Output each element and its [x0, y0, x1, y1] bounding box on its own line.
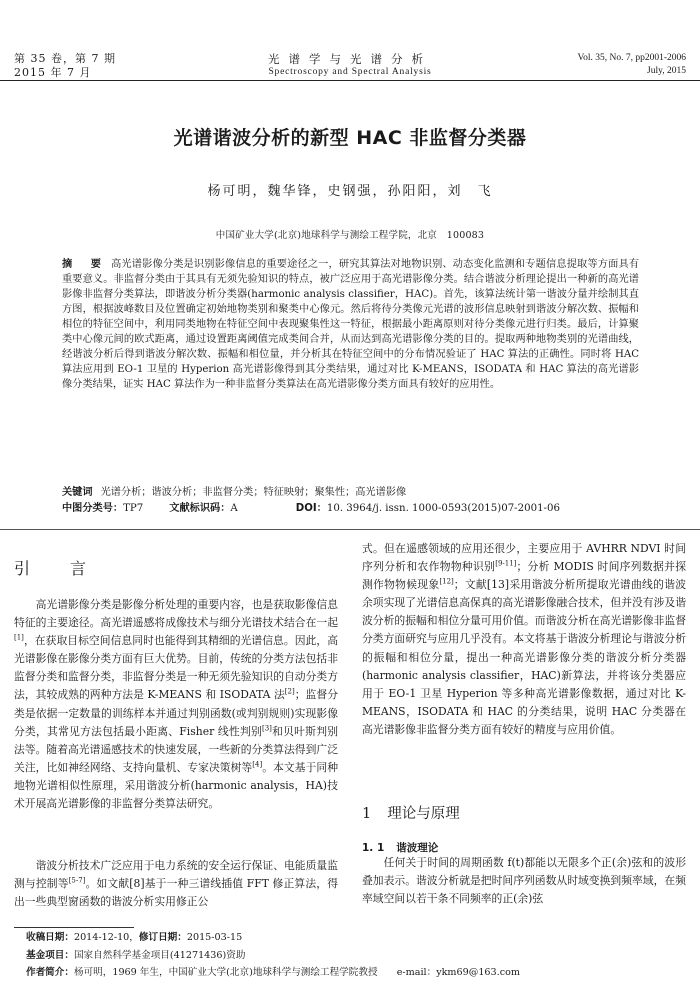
subsection-heading [362, 840, 438, 855]
section-number: 1 [362, 806, 372, 822]
header-divider [0, 80, 700, 81]
footnote-divider [14, 927, 134, 928]
received-date: 2014-12-10， [73, 932, 139, 943]
right-paragraph-2: 任何关于时间的周期函数 f(t)都能以无限多个正(余)弦和的波形叠加表示。谐波分析就是把时间序列函数从时域变换到频率域，在频率域空间以若干条不同频率的正(余)弦 [362, 856, 686, 906]
month-year: July, 2015 [647, 66, 686, 76]
intro-p2-text: 谐波分析技术广泛应用于电力系统的安全运行保证、电能质量监测与控制等 [14, 859, 338, 891]
abstract [62, 257, 639, 392]
doi-value: 10. 3964/j. issn. 1000-0593(2015)07-2001-06 [326, 503, 560, 514]
citation: [9-11] [495, 559, 517, 568]
revised-date: 2015-03-15 [186, 932, 243, 943]
footnote-author-bio [26, 964, 686, 982]
fund-text: 国家自然科学基金项目(41271436)资助 [73, 949, 246, 961]
vol-pages: Vol. 35, No. 7, pp2001-2006 [577, 53, 686, 63]
intro-p1-text: 高光谱影像分类是影像分析处理的重要内容，也是获取影像信息特征的主要途径。高光谱遥感将成像技术与细分光谱技术结合在一起 [14, 598, 338, 630]
doi-label: DOI： [295, 503, 327, 514]
paper-title: 光谱谐波分析的新型 HAC 非监督分类器 [173, 127, 527, 149]
bio-text: 杨可明，1969 年生，中国矿业大学(北京)地球科学与测绘工程学院教授 e-mail：ykm69@163.com [73, 967, 520, 978]
footnotes [26, 929, 686, 982]
paper-authors: 杨可明，魏华锋，史钢强，孙阳阳，刘 飞 [207, 184, 493, 199]
intro-p1-text: ，在获取目标空间信息同时也能得到其精细的光谱信息。因此，高光谱影像在影像分类方面有巨大优势。目前，传统的分类方法包括非监督分类和监督分类，非监督分类是一种无须先验知识的自动分类方法，其较成熟的两种方法是 K-MEANS 和 ISODATA 法 [14, 634, 338, 702]
keywords [62, 485, 639, 500]
doc-code-value: A [230, 503, 238, 514]
citation: [1] [14, 633, 24, 642]
abstract-label: 摘 要 [62, 259, 106, 270]
intro-p1-text: ；监督分类是依据一定数量的训练样本并通过判别函数(或判别规则)实现影像分类，其常见方法包括最小距离、Fisher 线性判别 [14, 688, 339, 738]
subsection-title: 谐波理论 [396, 842, 439, 854]
journal-name-en: Spectroscopy and Spectral Analysis [268, 67, 432, 77]
citation: [4] [252, 760, 263, 769]
citation: [3] [261, 724, 272, 733]
section-heading-theory [362, 802, 460, 823]
footnote-dates [26, 929, 686, 947]
bio-label: 作者简介： [26, 967, 74, 978]
date-line: 2015 年 7 月 [14, 66, 92, 79]
right-p1-text: ；分析 MODIS 时间序列数据并探测作物物候现象 [362, 560, 686, 592]
citation: [12] [439, 577, 454, 586]
paper-affiliation: 中国矿业大学(北京)地球科学与测绘工程学院，北京 100083 [215, 230, 485, 241]
journal-name-cn: 光谱学与光谱分析 [268, 52, 432, 66]
keywords-label: 关键词 [62, 487, 93, 498]
classification-line [62, 501, 639, 516]
clc-value: TP7 [123, 503, 144, 514]
citation: [5-7] [68, 876, 86, 885]
right-p1-text: ；文献[13]采用谐波分析所提取光谱曲线的谐波余项实现了光谱信息高保真的高光谱影像融合技术，但并没有涉及谐波分析的振幅和相位分量可用价值。而谐波分析在高光谱影像非监督分类方面研究与应用几乎没有。本文将基于谐波分析理论与谐波分析的振幅和相位分量，提出一种高光谱影像分类的谐波分析分类器(harmonic analysis classifier，HAC)新算法，并将该分类器应用于 EO-1 卫星 Hyperion 等多种高光谱影像数据，通过对比 K-MEANS，ISODATA 和 HAC 的分类结果，说明 HAC 分类器在高光谱影像非监督分类方面有较好的精度与应用价值。 [362, 578, 686, 736]
received-label: 收稿日期： [26, 932, 74, 943]
right-p1-text: 式。但在遥感领域的应用还很少，主要应用于 AVHRR NDVI 时间序列分析和农作物物种识别 [362, 542, 686, 574]
fund-label: 基金项目： [26, 949, 74, 961]
keywords-text: 光谱分析；谐波分析；非监督分类；特征映射；聚集性；高光谱影像 [100, 487, 407, 498]
abstract-text: 高光谱影像分类是识别影像信息的重要途径之一，研究其算法对地物识别、动态变化监测和专题信息提取等方面具有重要意义。非监督分类由于其具有无须先验知识的特点，被广泛应用于高光谱影像分类。结合谐波分析理论提出一种新的高光谱影像非监督分类算法，即谐波分析分类器(harmonic analysis classifier，HAC)。首先，该算法统计第一谐波分量并绘制其直方图，根据波峰数目及位置确定初始地物类别和聚类中心像元。然后将待分类像元光谱的波形信息映射到谐波分解次数、振幅和相位的特征空间中，利用同类地物在特征空间中表现聚集性这一特征，根据最小距离原则对待分类像元进行归类。最后，计算聚类中心像元间的欧式距离，通过设置距离阈值完成类间合并，从而达到高光谱影像分类的目的。提取两种地物类别的光谱曲线，经谐波分析后得到谐波分解次数、振幅和相位量，并分析其在特征空间中的分布情况验证了 HAC 算法的正确性。同时将 HAC 算法应用到 EO-1 卫星的 Hyperion 高光谱影像得到其分类结果，通过对比 K-MEANS，ISODATA 和 HAC 算法的高光谱影像分类结果，证实 HAC 算法作为一种非监督分类算法在高光谱影像分类方面具有较好的应用性。 [62, 259, 640, 390]
volume-pages-info [577, 52, 686, 78]
intro-heading: 引 言 [14, 559, 99, 578]
intro-paragraph-2 [14, 857, 338, 911]
footnote-fund [26, 947, 686, 965]
subsection-number: 1. 1 [362, 842, 385, 854]
clc-label: 中图分类号： [62, 503, 124, 514]
section-title: 理论与原理 [387, 806, 460, 822]
intro-paragraph-1 [14, 596, 338, 813]
doc-code-label: 文献标识码： [169, 503, 231, 514]
revised-label: 修订日期： [138, 932, 187, 943]
journal-name [200, 52, 500, 79]
intro-p2-text: 。如文献[8]基于一种三谱线插值 FFT 修正算法，得出一些典型窗函数的谐波分析实用修正公 [14, 877, 338, 909]
abstract-divider [0, 529, 700, 530]
journal-issue-info [14, 52, 116, 80]
citation: [2] [284, 687, 295, 696]
volume-line: 第 35 卷，第 7 期 [14, 52, 116, 65]
intro-p1-text: 和贝叶斯判别法等。随着高光谱遥感技术的快速发展，一些新的分类算法得到广泛关注，比如神经网络、支持向量机、专家决策树等 [14, 724, 339, 774]
right-paragraph-1 [362, 540, 686, 739]
intro-p1-text: 。本文基于同种地物光谱相似性原理，采用谐波分析(harmonic analysis，HA)技术开展高光谱影像的非监督分类算法研究。 [14, 760, 338, 811]
